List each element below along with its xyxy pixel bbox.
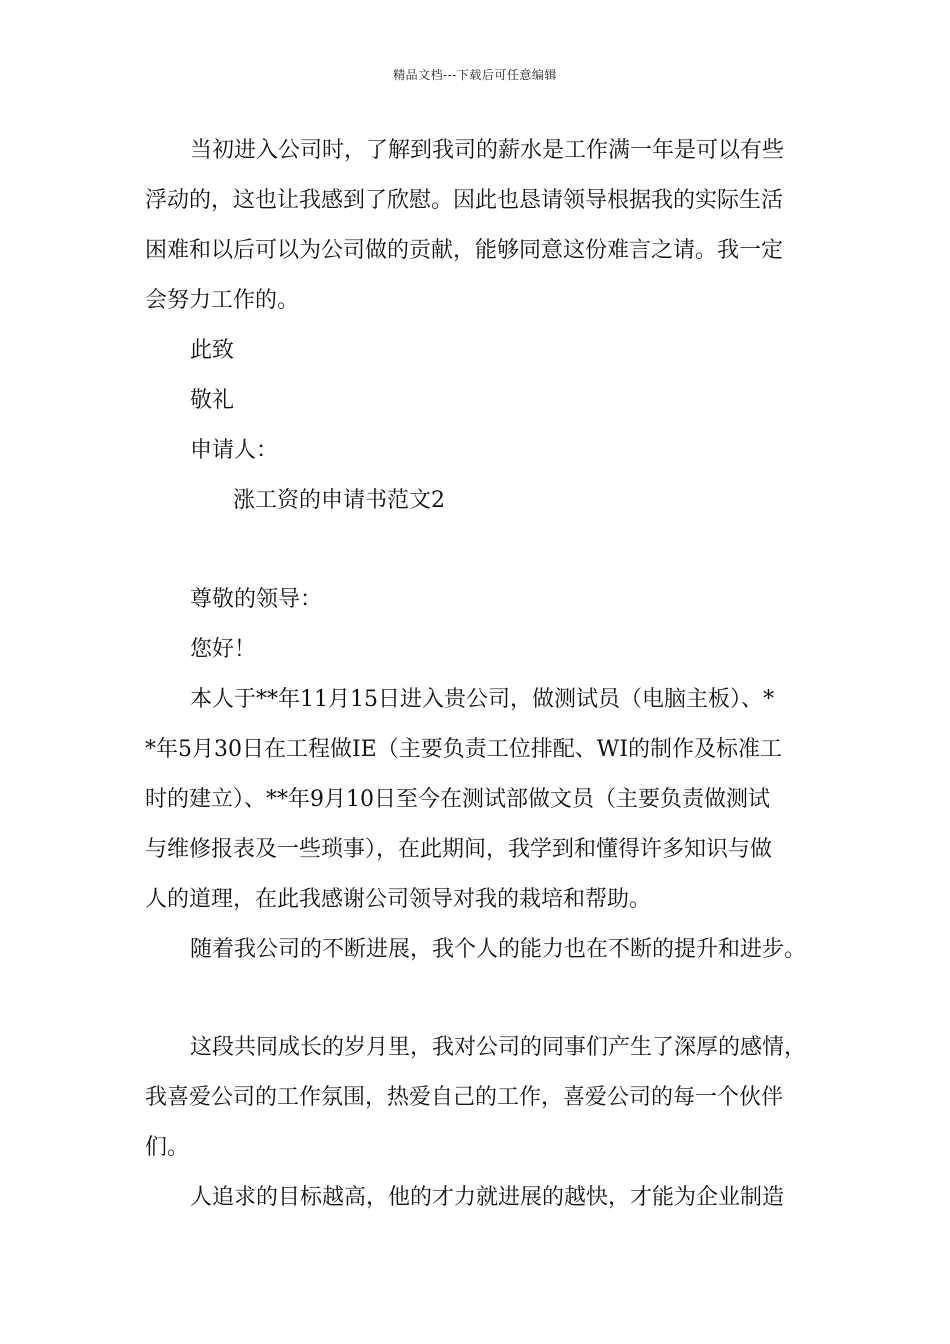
greeting: 您好！ bbox=[190, 637, 257, 662]
paragraph-line: 时的建立）、**年9月10日至今在测试部做文员（主要负责做测试 bbox=[145, 787, 770, 812]
paragraph-line: 这段共同成长的岁月里，我对公司的同事们产生了深厚的感情， bbox=[190, 1035, 807, 1060]
paragraph-line: *年5月30日在工程做IE（主要负责工位排配、WI的制作及标准工 bbox=[145, 737, 783, 762]
paragraph-line: 我喜爱公司的工作氛围，热爱自己的工作，喜爱公司的每一个伙伴 bbox=[145, 1085, 784, 1110]
applicant-label: 申请人： bbox=[190, 438, 279, 463]
salutation: 尊敬的领导： bbox=[190, 587, 323, 612]
paragraph-line: 人追求的目标越高，他的才力就进展的越快，才能为企业制造 bbox=[190, 1185, 785, 1210]
paragraph-line: 本人于**年11月15日进入贵公司，做测试员（电脑主板）、* bbox=[190, 687, 774, 712]
paragraph-line: 当初进入公司时，了解到我司的薪水是工作满一年是可以有些 bbox=[190, 138, 785, 163]
paragraph-line: 会努力工作的。 bbox=[145, 288, 300, 313]
paragraph-line: 们。 bbox=[145, 1135, 190, 1160]
paragraph-line: 随着我公司的不断进展，我个人的能力也在不断的提升和进步。 bbox=[190, 937, 807, 962]
paragraph-line: 困难和以后可以为公司做的贡献，能够同意这份难言之请。我一定 bbox=[145, 238, 784, 263]
section-title: 涨工资的申请书范文2 bbox=[233, 488, 445, 513]
paragraph-line: 与维修报表及一些琐事），在此期间，我学到和懂得许多知识与做 bbox=[145, 837, 773, 862]
paragraph-line: 人的道理，在此我感谢公司领导对我的栽培和帮助。 bbox=[145, 887, 652, 912]
closing-line: 此致 bbox=[190, 338, 235, 363]
closing-line: 敬礼 bbox=[190, 388, 235, 413]
paragraph-line: 浮动的，这也让我感到了欣慰。因此也恳请领导根据我的实际生活 bbox=[145, 188, 784, 213]
page-header: 精品文档---下载后可任意编辑 bbox=[393, 68, 557, 82]
